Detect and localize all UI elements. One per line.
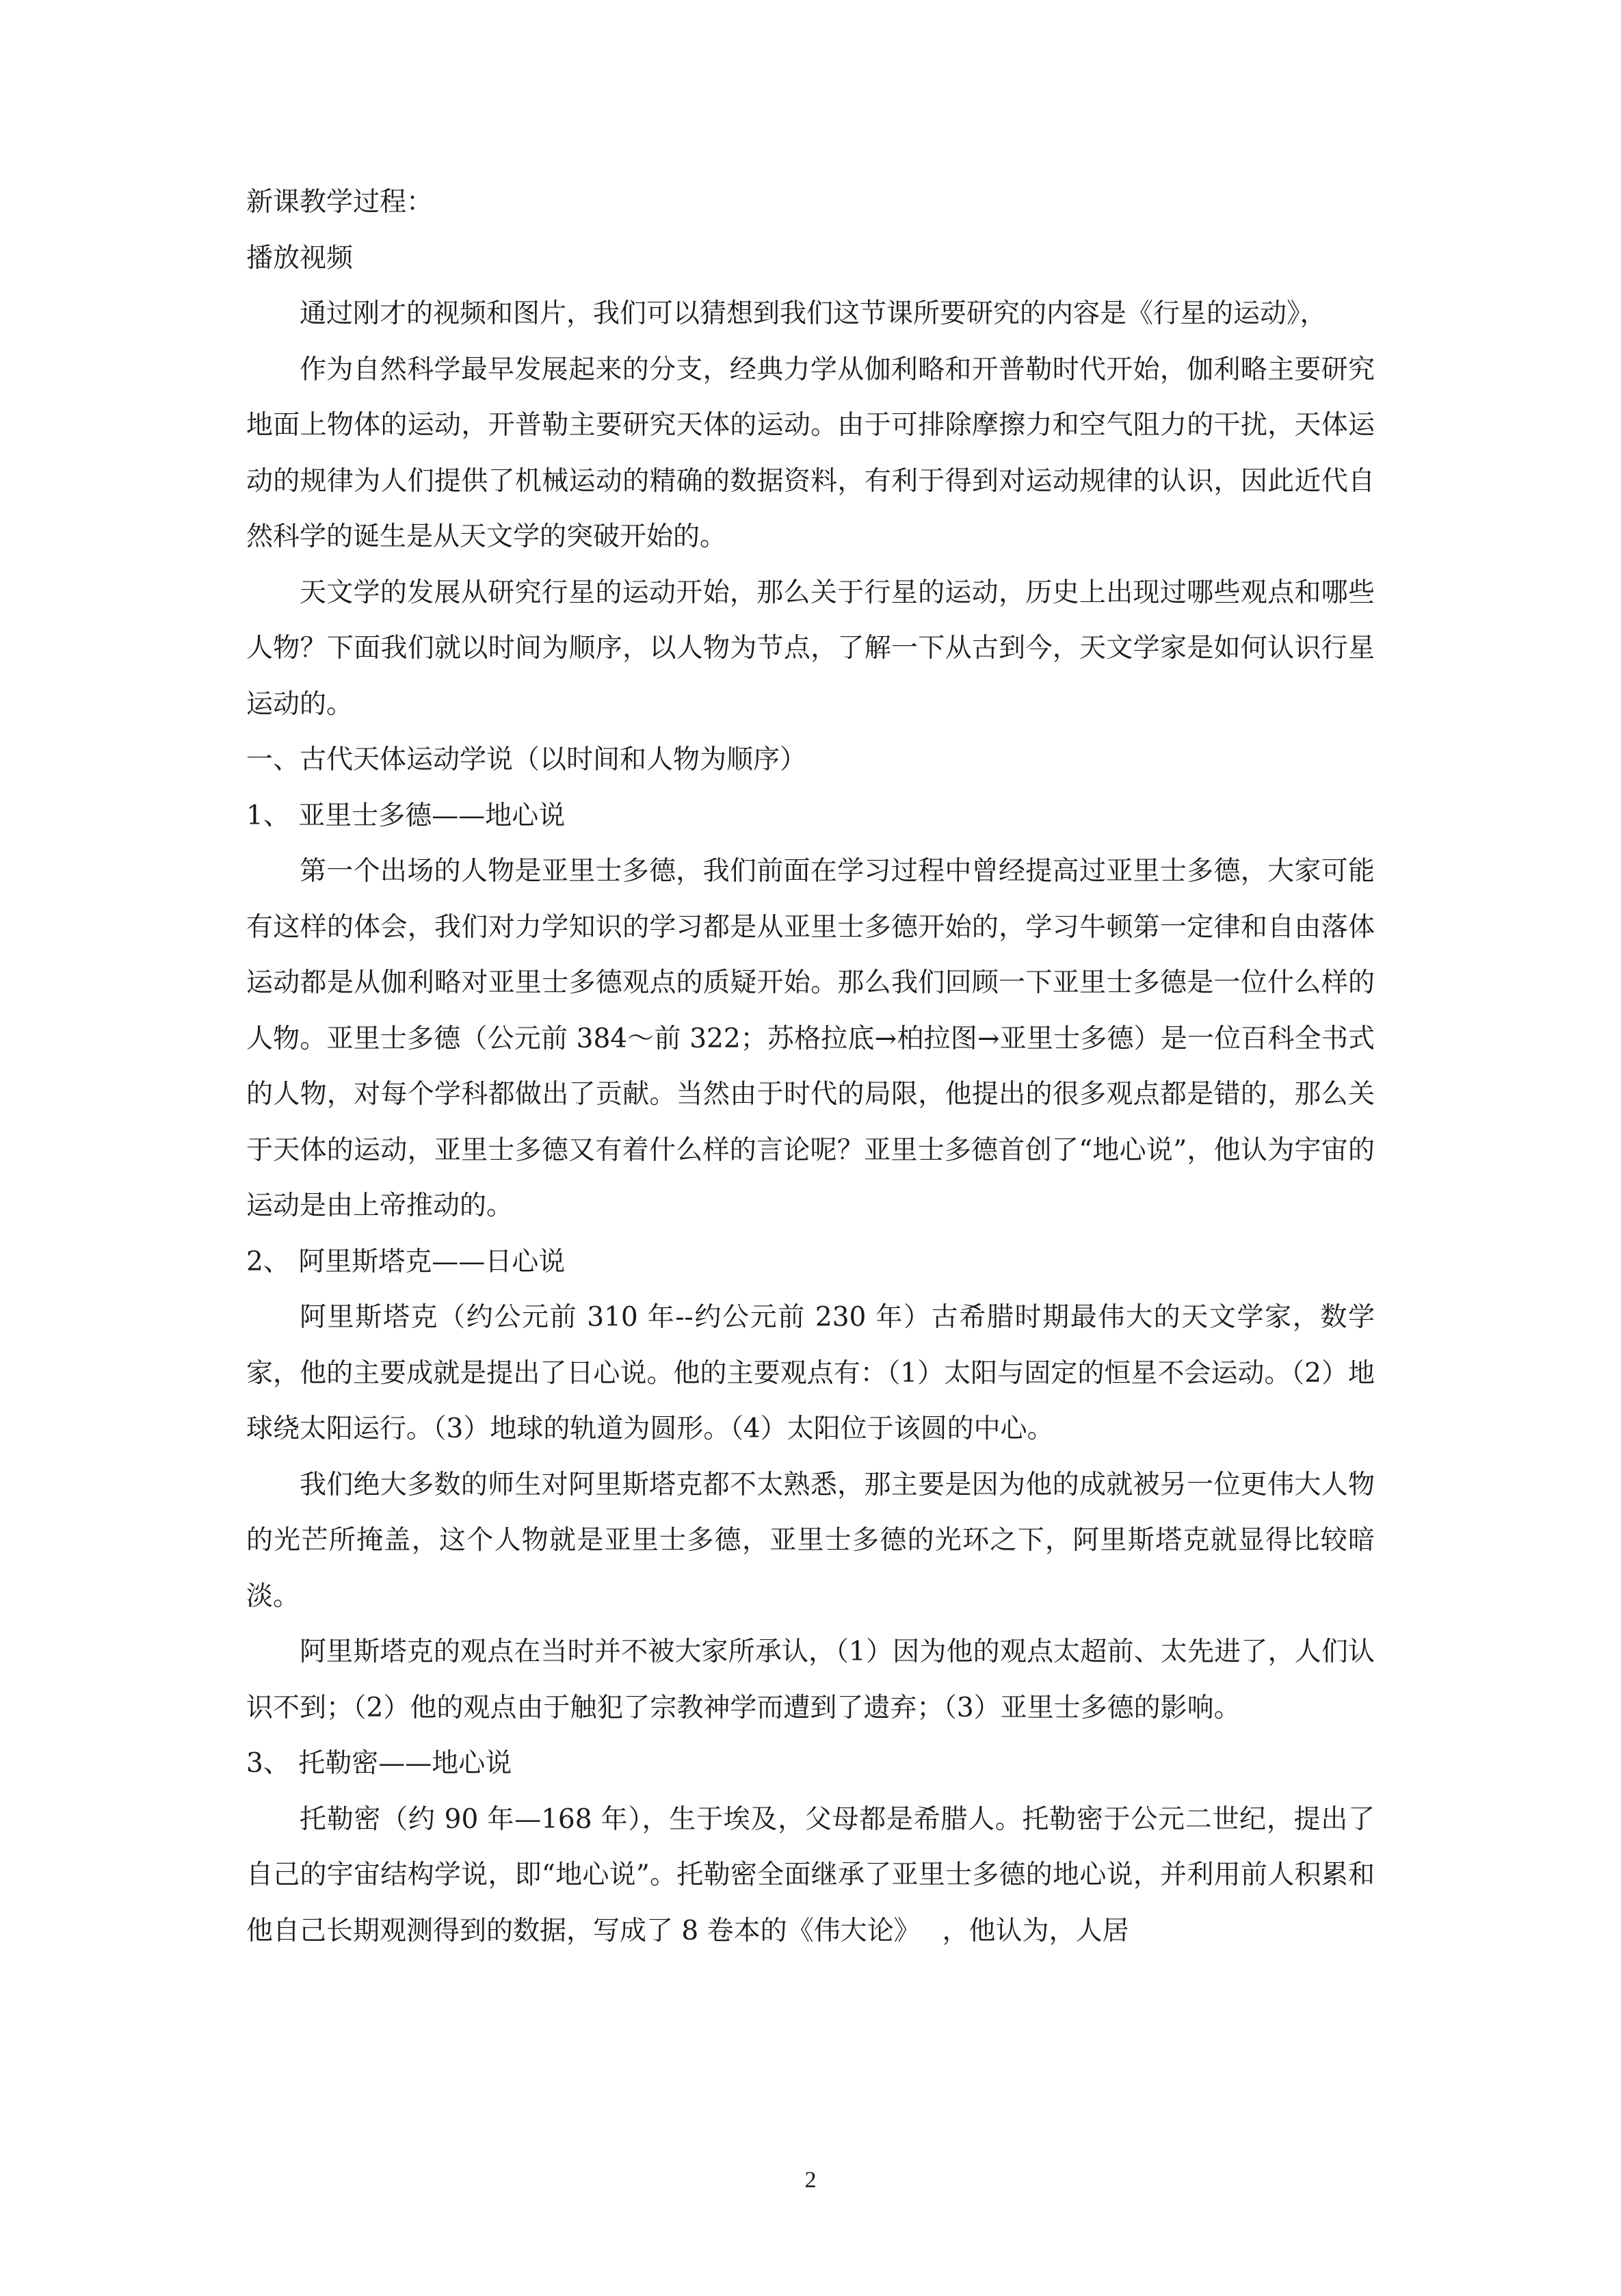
ptolemy-paragraph: 托勒密（约 90 年—168 年），生于埃及，父母都是希腊人。托勒密于公元二世纪，提出了自己的宇宙结构学说，即“地心说”。托勒密全面继承了亚里士多德的地心说，并利用前人积累和他自己长期观测得到的数据，写成了 8 卷本的《伟大论》 ，他认为，人居 [246,1803,1375,1946]
page-number: 2 [804,2167,817,2193]
astronomy-history-paragraph: 天文学的发展从研究行星的运动开始，那么关于行星的运动，历史上出现过哪些观点和哪些人物？下面我们就以时间为顺序，以人物为节点，了解一下从古到今，天文学家是如何认识行星运动的。 [246,577,1375,720]
aristarchus-paragraph: 阿里斯塔克（约公元前 310 年--约公元前 230 年）古希腊时期最伟大的天文学家，数学家，他的主要成就是提出了日心说。他的主要观点有：（1）太阳与固定的恒星不会运动。（2）地球绕太阳运行。（3）地球的轨道为圆形。（4）太阳位于该圆的中心。 [246,1302,1375,1444]
intro-paragraph: 通过刚才的视频和图片，我们可以猜想到我们这节课所要研究的内容是《行星的运动》， [300,298,1327,329]
play-video-label: 播放视频 [246,242,354,274]
heading-ptolemy: 3、 托勒密——地心说 [246,1748,512,1779]
aristarchus-rejection-paragraph: 阿里斯塔克的观点在当时并不被大家所承认，（1）因为他的观点太超前、太先进了，人们认识不到；（2）他的观点由于触犯了宗教神学而遭到了遗弃；（3）亚里士多德的影响。 [246,1636,1375,1723]
heading-aristarchus: 2、 阿里斯塔克——日心说 [246,1246,566,1277]
section-heading-ancient-theories: 一、古代天体运动学说（以时间和人物为顺序） [246,744,807,775]
classical-mechanics-paragraph: 作为自然科学最早发展起来的分支，经典力学从伽利略和开普勒时代开始，伽利略主要研究地面上物体的运动，开普勒主要研究天体的运动。由于可排除摩擦力和空气阻力的干扰，天体运动的规律为人们提供了机械运动的精确的数据资料，有利于得到对运动规律的认识，因此近代自然科学的诞生是从天文学的突破开始的。 [246,354,1375,552]
heading-aristotle: 1、 亚里士多德——地心说 [246,800,566,831]
lesson-process-label: 新课教学过程： [246,187,434,218]
document-body [246,174,1375,1959]
aristarchus-overshadowed-paragraph: 我们绝大多数的师生对阿里斯塔克都不太熟悉，那主要是因为他的成就被另一位更伟大人物的光芒所掩盖，这个人物就是亚里士多德，亚里士多德的光环之下，阿里斯塔克就显得比较暗淡。 [246,1469,1375,1612]
aristotle-paragraph: 第一个出场的人物是亚里士多德，我们前面在学习过程中曾经提高过亚里士多德，大家可能有这样的体会，我们对力学知识的学习都是从亚里士多德开始的，学习牛顿第一定律和自由落体运动都是从伽利略对亚里士多德观点的质疑开始。那么我们回顾一下亚里士多德是一位什么样的人物。亚里士多德（公元前 384～前 322；苏格拉底→柏拉图→亚里士多德）是一位百科全书式的人物，对每个学科都做出了贡献。当然由于时代的局限，他提出的很多观点都是错的，那么关于天体的运动，亚里士多德又有着什么样的言论呢？亚里士多德首创了“地心说”，他认为宇宙的运动是由上帝推动的。 [246,856,1375,1221]
